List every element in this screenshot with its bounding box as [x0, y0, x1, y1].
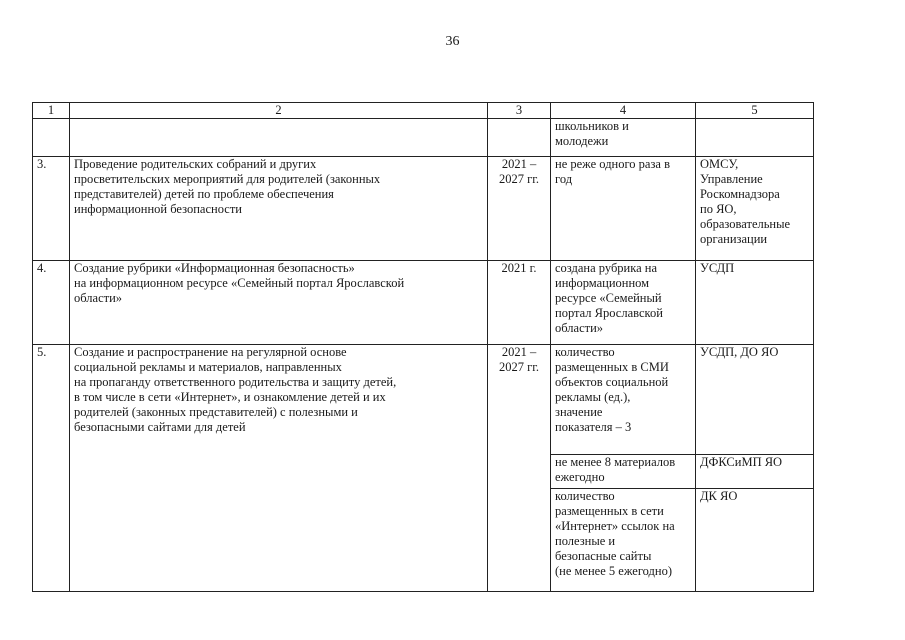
table-header-row	[33, 103, 814, 119]
table-row-3	[33, 157, 814, 261]
cell-num: 5.	[33, 345, 70, 592]
cell-indicator: школьников и молодежи	[551, 119, 696, 157]
measures-table	[32, 102, 814, 592]
page-number: 36	[445, 34, 460, 49]
table-row-5	[33, 345, 814, 455]
cell-term	[488, 119, 551, 157]
cell-executor: УСДП	[696, 261, 814, 345]
cell-executor: ДК ЯО	[696, 489, 814, 592]
cell-term: 2021 – 2027 гг.	[488, 157, 551, 261]
cell-term: 2021 г.	[488, 261, 551, 345]
cell-indicator: не реже одного раза в год	[551, 157, 696, 261]
cell-activity: Создание и распространение на регулярной основе социальной рекламы и материалов, направленных на пропаганду ответственного родительства и защиту детей, в том числе в сети «Интернет», и ознакомление детей и их родителей (законных представителей) с полезными и безопасными сайтами для детей	[70, 345, 488, 592]
cell-num: 4.	[33, 261, 70, 345]
cell-activity: Создание рубрики «Информационная безопасность» на информационном ресурсе «Семейный портал Ярославской области»	[70, 261, 488, 345]
header-cell-3: 3	[488, 103, 551, 119]
cell-num	[33, 119, 70, 157]
cell-num: 3.	[33, 157, 70, 261]
header-cell-1: 1	[33, 103, 70, 119]
cell-indicator: количество размещенных в сети «Интернет» ссылок на полезные и безопасные сайты (не менее 5 ежегодно)	[551, 489, 696, 592]
cell-executor	[696, 119, 814, 157]
header-cell-5: 5	[696, 103, 814, 119]
header-cell-4: 4	[551, 103, 696, 119]
cell-indicator: количество размещенных в СМИ объектов социальной рекламы (ед.), значение показателя – 3	[551, 345, 696, 455]
cell-indicator: не менее 8 материалов ежегодно	[551, 455, 696, 489]
header-cell-2: 2	[70, 103, 488, 119]
cell-executor: УСДП, ДО ЯО	[696, 345, 814, 455]
cell-executor: ДФКСиМП ЯО	[696, 455, 814, 489]
cell-executor: ОМСУ, Управление Роскомнадзора по ЯО, образовательные организации	[696, 157, 814, 261]
table-row-continuation	[33, 119, 814, 157]
cell-indicator: создана рубрика на информационном ресурсе «Семейный портал Ярославской области»	[551, 261, 696, 345]
cell-activity: Проведение родительских собраний и других просветительских мероприятий для родителей (законных представителей) детей по проблеме обеспечения информационной безопасности	[70, 157, 488, 261]
cell-activity	[70, 119, 488, 157]
cell-term: 2021 – 2027 гг.	[488, 345, 551, 592]
table-row-4	[33, 261, 814, 345]
